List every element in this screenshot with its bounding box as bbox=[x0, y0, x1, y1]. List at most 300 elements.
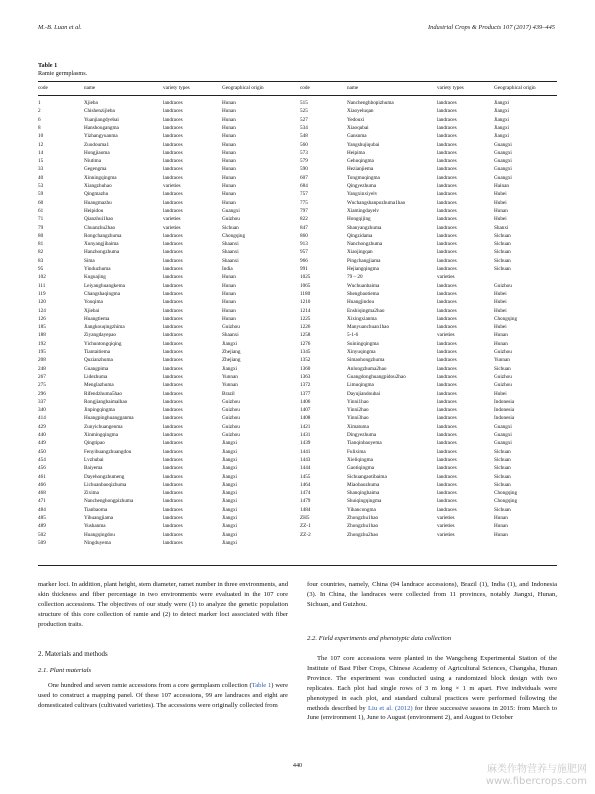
table-cell-code: 548 bbox=[300, 133, 308, 140]
table-cell-code: 40 bbox=[38, 174, 44, 181]
table-cell-code: 102 bbox=[38, 274, 46, 281]
table-cell-code: 822 bbox=[300, 216, 308, 223]
table-cell-origin: Chongqing bbox=[494, 498, 518, 505]
table-cell-variety-type: landraces bbox=[437, 448, 457, 455]
table-cell-name: Zuodouma1 bbox=[84, 141, 110, 148]
table-cell-variety-type: landraces bbox=[163, 506, 183, 513]
table-cell-variety-type: varieties bbox=[437, 332, 455, 339]
table-cell-code: 208 bbox=[38, 357, 46, 364]
table-cell-name: Yizhangyuanma bbox=[84, 133, 118, 140]
table-cell-variety-type: landraces bbox=[437, 199, 457, 206]
table-cell-variety-type: landraces bbox=[163, 315, 183, 322]
table-cell-origin: Zhejiang bbox=[222, 349, 241, 355]
table-cell-name: Limuqingma bbox=[347, 382, 374, 389]
table-cell-variety-type: landraces bbox=[163, 407, 183, 414]
table-cell-origin: Sichuan bbox=[494, 456, 511, 463]
table-cell-code: 60 bbox=[38, 199, 44, 206]
table-cell-name: Zhongzhu1hao bbox=[347, 523, 379, 530]
table-cell-name: Leiyanghuangkema bbox=[84, 282, 125, 289]
table-cell-code: 450 bbox=[38, 448, 46, 455]
table-cell-code: 124 bbox=[38, 307, 46, 314]
table-cell-code: 775 bbox=[300, 199, 308, 206]
table-1-link[interactable]: Table 1 bbox=[251, 682, 272, 689]
table-cell-variety-type: landraces bbox=[163, 415, 183, 422]
table-cell-code: 2 bbox=[38, 108, 41, 115]
table-cell-code: 489 bbox=[38, 523, 46, 530]
table-cell-code: 79 bbox=[38, 224, 44, 231]
table-cell-variety-type: landraces bbox=[437, 407, 457, 414]
table-cell-code: 1214 bbox=[300, 307, 311, 314]
table-cell-origin: Chongqing bbox=[494, 490, 518, 497]
table-cell-code: 509 bbox=[38, 539, 46, 546]
table-cell-name: Xinningqingma bbox=[84, 174, 117, 181]
table-caption bbox=[38, 62, 87, 78]
table-cell-variety-type: landraces bbox=[163, 124, 183, 131]
table-cell-name: Zixima bbox=[84, 490, 99, 497]
table-cell-code: 111 bbox=[38, 282, 46, 289]
table-cell-origin: Sichuan bbox=[494, 473, 511, 480]
table-cell-variety-type: landraces bbox=[163, 158, 183, 165]
table-cell-origin: Hunan bbox=[222, 100, 236, 106]
table-cell-name: Ximatuma bbox=[347, 423, 369, 430]
table-cell-code: 53 bbox=[38, 183, 44, 189]
table-cell-code: 1225 bbox=[300, 315, 311, 322]
table-cell-name: 5-1-6 bbox=[347, 332, 359, 339]
table-cell-origin: Hunan bbox=[494, 531, 508, 538]
table-cell-variety-type: landraces bbox=[163, 440, 183, 447]
table-cell-code: 1439 bbox=[300, 440, 311, 447]
table-cell-origin: Guizhou bbox=[222, 407, 240, 414]
table-cell-variety-type: landraces bbox=[163, 365, 183, 372]
table-cell-code: 525 bbox=[300, 108, 308, 115]
table-cell-origin: Jiangxi bbox=[222, 481, 237, 488]
table-cell-origin: Hunan bbox=[222, 158, 236, 165]
table-cell-name: Lvzhubai bbox=[84, 456, 104, 463]
table-cell-variety-type: landraces bbox=[163, 490, 183, 497]
table-cell-name: Chishenzijieba bbox=[84, 108, 115, 115]
table-cell-origin: Guizhou bbox=[222, 432, 240, 438]
table-cell-name: Jiangkouqingzhima bbox=[84, 324, 125, 331]
watermark-line-1: 麻类作物营养与施肥网 bbox=[487, 764, 587, 775]
table-cell-origin: Yunnan bbox=[494, 357, 510, 364]
table-cell-variety-type: landraces bbox=[163, 373, 183, 380]
table-cell-origin: Hunan bbox=[222, 124, 236, 131]
table-cell-origin: Guangxi bbox=[494, 149, 512, 156]
table-cell-code: 1352 bbox=[300, 357, 311, 364]
table-cell-variety-type: landraces bbox=[437, 324, 457, 331]
table-cell-name: Kuguajing bbox=[84, 274, 106, 281]
table-cell-origin: Guizhou bbox=[494, 349, 512, 355]
table-cell-name: Sima bbox=[84, 257, 95, 264]
table-cell-name: Zhongzhu2hao bbox=[347, 531, 379, 538]
table-cell-code: 461 bbox=[38, 473, 46, 480]
table-cell-code: 14 bbox=[38, 149, 44, 156]
table-cell-name: Tianbaoma bbox=[84, 506, 108, 513]
table-cell-origin: Hubei bbox=[494, 390, 507, 397]
table-cell-name: Jinpingqingma bbox=[84, 407, 115, 414]
table-cell-name: Xinmingqingma bbox=[84, 432, 119, 438]
table-cell-origin: Jiangxi bbox=[222, 465, 237, 472]
table-cell-origin: Jiangxi bbox=[494, 124, 509, 131]
table-cell-variety-type: landraces bbox=[163, 241, 183, 248]
table-cell-code: 454 bbox=[38, 456, 46, 463]
table-cell-code: 1065 bbox=[300, 282, 311, 289]
table-cell-name: Heipidou bbox=[84, 207, 104, 214]
table-cell-code: 485 bbox=[38, 515, 46, 521]
table-cell-name: Quzianzhuma bbox=[84, 357, 113, 364]
table-cell-origin: Hubei bbox=[494, 199, 507, 206]
table-cell-variety-type: landraces bbox=[437, 249, 457, 256]
table-cell-origin: Shaanxi bbox=[222, 249, 239, 256]
table-cell-origin: Zhejiang bbox=[222, 357, 241, 364]
table-cell-variety-type: landraces bbox=[163, 531, 183, 538]
table-title: Ramie germplasms. bbox=[38, 70, 88, 77]
table-cell-variety-type: landraces bbox=[437, 241, 457, 248]
table-cell-name: Miaobaozhuma bbox=[347, 481, 380, 488]
table-cell-origin: Sichuan bbox=[494, 249, 511, 256]
table-cell-origin: Hunan bbox=[222, 183, 236, 189]
table-cell-code: 1025 bbox=[300, 274, 311, 281]
table-cell-origin: Jiangxi bbox=[222, 506, 237, 513]
table-cell-code: 1407 bbox=[300, 407, 311, 414]
table-cell-variety-type: landraces bbox=[163, 191, 183, 198]
table-cell-code: 860 bbox=[300, 232, 308, 239]
table-top-rule bbox=[38, 81, 557, 82]
table-cell-origin: Guizhou bbox=[222, 423, 240, 430]
table-cell-variety-type: landraces bbox=[437, 398, 457, 405]
table-cell-name: Gegengma bbox=[84, 166, 107, 173]
table-cell-variety-type: landraces bbox=[437, 357, 457, 364]
table-cell-variety-type: landraces bbox=[163, 199, 183, 206]
table-cell-code: 340 bbox=[38, 407, 46, 414]
table-cell-variety-type: landraces bbox=[163, 349, 183, 355]
table-cell-origin: Shaanxi bbox=[222, 241, 239, 248]
table-cell-origin: Guangxi bbox=[222, 207, 240, 214]
table-cell-origin: Hunan bbox=[222, 191, 236, 198]
table-cell-code: 126 bbox=[38, 315, 46, 322]
table-cell-origin: Hubei bbox=[494, 191, 507, 198]
table-cell-variety-type: landraces bbox=[163, 523, 183, 530]
table-cell-origin: Hunan bbox=[222, 174, 236, 181]
table-cell-variety-type: landraces bbox=[437, 340, 457, 347]
table-cell-origin: Guangxi bbox=[494, 141, 512, 148]
table-cell-variety-type: landraces bbox=[437, 133, 457, 140]
table-cell-variety-type: landraces bbox=[437, 415, 457, 422]
table-cell-origin: Jiangxi bbox=[222, 365, 237, 372]
table-cell-variety-type: landraces bbox=[163, 515, 183, 521]
table-cell-origin: Guangxi bbox=[494, 432, 512, 438]
table-cell-code: 81 bbox=[38, 241, 44, 248]
table-cell-variety-type: landraces bbox=[163, 332, 183, 339]
field-experiments-paragraph bbox=[307, 654, 557, 723]
table-bottom-rule bbox=[38, 565, 557, 566]
table-cell-code: 1455 bbox=[300, 473, 311, 480]
table-cell-code: 534 bbox=[300, 124, 308, 131]
table-cell-origin: Sichuan bbox=[494, 241, 511, 248]
table-cell-name: Xiaoqubai bbox=[347, 124, 369, 131]
table-cell-name: Hongqijing bbox=[347, 216, 371, 223]
table-cell-variety-type: varieties bbox=[163, 216, 181, 223]
table-cell-code: 1372 bbox=[300, 382, 311, 389]
table-cell-variety-type: varieties bbox=[437, 531, 455, 538]
subsection-heading-plant-materials: 2.1. Plant materials bbox=[38, 667, 92, 674]
table-cell-name: Nanchongzhuma bbox=[347, 241, 383, 248]
table-cell-code: 188 bbox=[38, 332, 46, 339]
table-cell-origin: Hunan bbox=[494, 340, 508, 347]
table-cell-name: Wuchuanbaima bbox=[347, 282, 380, 289]
table-cell-code: 1408 bbox=[300, 415, 311, 422]
table-cell-origin: Sichuan bbox=[494, 448, 511, 455]
table-cell-variety-type: landraces bbox=[437, 423, 457, 430]
table-cell-name: Yuanjiangdyebai bbox=[84, 116, 119, 123]
table-cell-code: 185 bbox=[38, 324, 46, 331]
table-cell-code: 82 bbox=[38, 249, 44, 256]
table-cell-variety-type: landraces bbox=[163, 423, 183, 430]
table-cell-variety-type: landraces bbox=[437, 373, 457, 380]
table-cell-origin: Hunan bbox=[222, 133, 236, 140]
table-cell-name: Shengbaotiema bbox=[347, 290, 379, 297]
table-cell-name: Simaohongzhuma bbox=[347, 357, 385, 364]
table-cell-code: 471 bbox=[38, 498, 46, 505]
table-cell-code: 429 bbox=[38, 423, 46, 430]
table-cell-origin: Hunan bbox=[222, 199, 236, 206]
table-cell-variety-type: landraces bbox=[163, 100, 183, 106]
table-cell-code: 515 bbox=[300, 100, 308, 106]
table-cell-origin: Hunan bbox=[222, 116, 236, 123]
table-cell-variety-type: landraces bbox=[437, 108, 457, 115]
table-cell-name: Tongmuqingma bbox=[347, 174, 380, 181]
table-cell-variety-type: landraces bbox=[437, 390, 457, 397]
plant-materials-text-a: One hundred and seven ramie accessions from a core germplasm collection ( bbox=[48, 682, 252, 689]
table-cell-code: 59 bbox=[38, 191, 44, 198]
table-cell-code: 466 bbox=[38, 481, 46, 488]
table-cell-variety-type: landraces bbox=[437, 506, 457, 513]
table-column-header-code-left: code bbox=[38, 85, 48, 91]
accession-origin-paragraph bbox=[307, 580, 557, 610]
table-cell-variety-type: landraces bbox=[437, 141, 457, 148]
table-cell-name: Dayujiandoubai bbox=[347, 390, 381, 397]
table-cell-origin: Hunan bbox=[222, 149, 236, 156]
plant-materials-text-b: ) were used to construct a mapping panel. Of these 107 accessions, 99 are landraces and eight are domesticated cultivars (cultivated varieties). The accessions were originally collected from bbox=[38, 682, 289, 709]
table-cell-origin: Jiangxi bbox=[222, 498, 237, 505]
section-heading-materials-methods: 2. Materials and methods bbox=[38, 651, 108, 658]
table-cell-origin: Hunan bbox=[494, 523, 508, 530]
table-cell-name: Menglazhuma bbox=[84, 382, 114, 389]
table-cell-origin: Guangxi bbox=[494, 158, 512, 165]
table-cell-origin: Hubei bbox=[494, 299, 507, 306]
table-cell-name: Pingchangjiama bbox=[347, 257, 381, 264]
table-cell-name: Yinduzhuma bbox=[84, 266, 111, 272]
table-cell-variety-type: landraces bbox=[163, 207, 183, 214]
table-cell-name: Youqima bbox=[84, 299, 103, 306]
table-cell-code: 449 bbox=[38, 440, 46, 447]
table-cell-name: Chuanzhu2hao bbox=[84, 224, 116, 231]
table-cell-name: Zunyichuangenma bbox=[84, 423, 123, 430]
table-cell-variety-type: landraces bbox=[163, 282, 183, 289]
table-cell-origin: Hunan bbox=[222, 299, 236, 306]
table-cell-origin: Sichuan bbox=[222, 224, 239, 231]
table-cell-name: Xiaojingqan bbox=[347, 249, 373, 256]
table-cell-variety-type: landraces bbox=[437, 349, 457, 355]
table-cell-name: Ningduyema bbox=[84, 539, 111, 546]
table-cell-variety-type: landraces bbox=[437, 307, 457, 314]
table-cell-variety-type: landraces bbox=[437, 465, 457, 472]
table-cell-name: Shuiqingqingma bbox=[347, 498, 382, 505]
table-cell-code: 192 bbox=[38, 340, 46, 347]
table-cell-variety-type: landraces bbox=[163, 398, 183, 405]
table-cell-variety-type: varieties bbox=[163, 224, 181, 231]
table-cell-origin: Hunan bbox=[222, 315, 236, 322]
site-watermark bbox=[486, 764, 587, 788]
table-cell-origin: Sichuan bbox=[494, 365, 511, 372]
table-cell-origin: Guizhou bbox=[222, 415, 240, 422]
table-cell-code: 1210 bbox=[300, 299, 311, 306]
table-cell-variety-type: landraces bbox=[437, 116, 457, 123]
table-cell-origin: Sichuan bbox=[494, 481, 511, 488]
table-cell-code: 80 bbox=[38, 232, 44, 239]
table-cell-variety-type: landraces bbox=[437, 174, 457, 181]
table-cell-origin: Jiangxi bbox=[222, 490, 237, 497]
table-cell-name: Niutima bbox=[84, 158, 102, 165]
table-cell-origin: Guangxi bbox=[494, 166, 512, 173]
table-cell-origin: Yunnan bbox=[222, 382, 238, 389]
table-cell-origin: Hubei bbox=[494, 324, 507, 331]
table-cell-name: Rongjiangbaimalhao bbox=[84, 398, 128, 405]
table-cell-variety-type: landraces bbox=[437, 365, 457, 372]
table-cell-code: 991 bbox=[300, 266, 308, 272]
table-cell-name: Heipima bbox=[347, 149, 365, 156]
table-cell-origin: Hubei bbox=[494, 216, 507, 223]
table-cell-name: Shanyangzhuma bbox=[347, 224, 382, 231]
table-cell-origin: Hunan bbox=[222, 282, 236, 289]
table-cell-origin: Hainan bbox=[494, 183, 509, 189]
table-cell-variety-type: landraces bbox=[163, 166, 183, 173]
table-cell-name: Huangjindou bbox=[347, 299, 375, 306]
table-cell-variety-type: landraces bbox=[437, 299, 457, 306]
table-cell-origin: Jiangxi bbox=[494, 100, 509, 106]
table-cell-code: 267 bbox=[38, 373, 46, 380]
table-cell-name: Gaotiqingma bbox=[347, 465, 375, 472]
table-cell-variety-type: landraces bbox=[163, 116, 183, 123]
table-cell-variety-type: landraces bbox=[437, 282, 457, 289]
table-cell-origin: Jiangxi bbox=[222, 473, 237, 480]
table-cell-variety-type: landraces bbox=[163, 390, 183, 397]
table-cell-name: Ziyangdayepao bbox=[84, 332, 116, 339]
table-cell-name: Yihuangjiama bbox=[84, 515, 114, 521]
table-column-header-variety-type-right: variety types bbox=[437, 85, 464, 91]
table-cell-variety-type: landraces bbox=[163, 257, 183, 264]
table-cell-code: 573 bbox=[300, 149, 308, 156]
table-cell-variety-type: landraces bbox=[437, 490, 457, 497]
table-cell-code: 1464 bbox=[300, 481, 311, 488]
table-cell-origin: Hunan bbox=[222, 290, 236, 297]
table-cell-name: Rifendzhuma5hao bbox=[84, 390, 123, 397]
table-cell-code: 579 bbox=[300, 158, 308, 165]
table-cell-origin: Yunnan bbox=[222, 373, 238, 380]
table-cell-code: 757 bbox=[300, 191, 308, 198]
table-cell-name: Xjiebai bbox=[84, 307, 100, 314]
table-cell-variety-type: landraces bbox=[163, 141, 183, 148]
table-cell-code: 1479 bbox=[300, 498, 311, 505]
table-cell-origin: Sichuan bbox=[494, 465, 511, 472]
table-cell-origin: Hunan bbox=[494, 515, 508, 521]
table-cell-name: Xiaoyeluqan bbox=[347, 108, 374, 115]
table-cell-variety-type: landraces bbox=[437, 207, 457, 214]
table-cell-name: Xieliqingma bbox=[347, 456, 373, 463]
table-cell-code: 560 bbox=[300, 141, 308, 148]
field-experiments-text-b: for three successive seasons in 2015: from March to June (environment 1), June to August (environment 2), and August to October bbox=[307, 704, 557, 722]
table-cell-name: Enshiqingma2hao bbox=[347, 307, 385, 314]
table-cell-variety-type: varieties bbox=[437, 523, 455, 530]
table-cell-name: Dayehongzhumeng bbox=[84, 473, 125, 480]
table-cell-origin: Jiangxi bbox=[222, 448, 237, 455]
table-header-rule bbox=[38, 95, 557, 96]
table-cell-name: Guangdonghuangpidou2hao bbox=[347, 373, 406, 380]
table-cell-code: 120 bbox=[38, 299, 46, 306]
table-column-header-code-right: code bbox=[300, 85, 310, 91]
table-cell-code: 1431 bbox=[300, 432, 311, 438]
table-cell-name: Xiangzhuhao bbox=[84, 183, 112, 189]
running-head bbox=[38, 24, 555, 31]
table-cell-variety-type: landraces bbox=[163, 307, 183, 314]
table-cell-variety-type: landraces bbox=[163, 481, 183, 488]
table-cell-name: Xinyuqingma bbox=[347, 349, 376, 355]
table-cell-name: Qingmazhu bbox=[84, 191, 109, 198]
table-cell-variety-type: landraces bbox=[437, 382, 457, 389]
table-cell-name: Lidezhuma bbox=[84, 373, 108, 380]
table-cell-code: 1276 bbox=[300, 340, 311, 347]
table-cell-name: Tianqinbaoyema bbox=[347, 440, 382, 447]
table-cell-name: Qingzidama bbox=[347, 232, 373, 239]
table-cell-variety-type: landraces bbox=[163, 340, 183, 347]
table-cell-code: 1258 bbox=[300, 332, 311, 339]
table-cell-code: 8 bbox=[38, 124, 41, 131]
table-cell-name: Yangshujiqubai bbox=[347, 141, 380, 148]
table-cell-variety-type: landraces bbox=[437, 224, 457, 231]
table-cell-variety-type: landraces bbox=[437, 257, 457, 264]
table-cell-name: Xjieba bbox=[84, 100, 98, 106]
table-cell-variety-type: varieties bbox=[163, 183, 181, 189]
table-cell-origin: Hunan bbox=[222, 108, 236, 115]
table-cell-origin: Brazil bbox=[222, 390, 235, 397]
table-cell-variety-type: landraces bbox=[437, 166, 457, 173]
table-cell-code: 1 bbox=[38, 100, 41, 106]
table-cell-variety-type: varieties bbox=[437, 274, 455, 281]
table-cell-origin: Jiangxi bbox=[222, 440, 237, 447]
table-column-header-name-right: name bbox=[347, 85, 359, 91]
table-cell-origin: Hunan bbox=[494, 332, 508, 339]
table-cell-code: 1484 bbox=[300, 506, 311, 513]
table-cell-code: 414 bbox=[38, 415, 46, 422]
table-cell-name: Dingyezhuma bbox=[347, 432, 377, 438]
table-cell-origin: Indonesia bbox=[494, 407, 515, 414]
table-cell-variety-type: landraces bbox=[437, 290, 457, 297]
running-head-authors: M.-B. Luan et al. bbox=[38, 24, 82, 31]
table-cell-origin: Guizhou bbox=[494, 382, 512, 389]
liu-2012-citation-link[interactable]: Liu et al. (2012) bbox=[367, 704, 413, 712]
table-cell-name: Suiningqingma bbox=[347, 340, 379, 347]
table-cell-name: Sichuangaotibaima bbox=[347, 473, 387, 480]
accession-origin-text: four countries, namely, China (94 landrace accessions), Brazil (1), India (1), and Indonesia (3). In China, the landraces were collected from 11 provinces, notably Jiangxi, Hunan, Sichuan, and Guizhou. bbox=[307, 581, 557, 608]
table-cell-variety-type: landraces bbox=[163, 432, 183, 438]
table-cell-name: Guangpima bbox=[84, 365, 109, 372]
table-cell-code: ZZ-1 bbox=[300, 523, 311, 530]
table-cell-origin: Indonesia bbox=[494, 398, 515, 405]
table-column-header-variety-type-left: variety types bbox=[163, 85, 190, 91]
table-cell-code: 1444 bbox=[300, 465, 311, 472]
table-cell-variety-type: landraces bbox=[437, 432, 457, 438]
table-cell-variety-type: landraces bbox=[437, 191, 457, 198]
